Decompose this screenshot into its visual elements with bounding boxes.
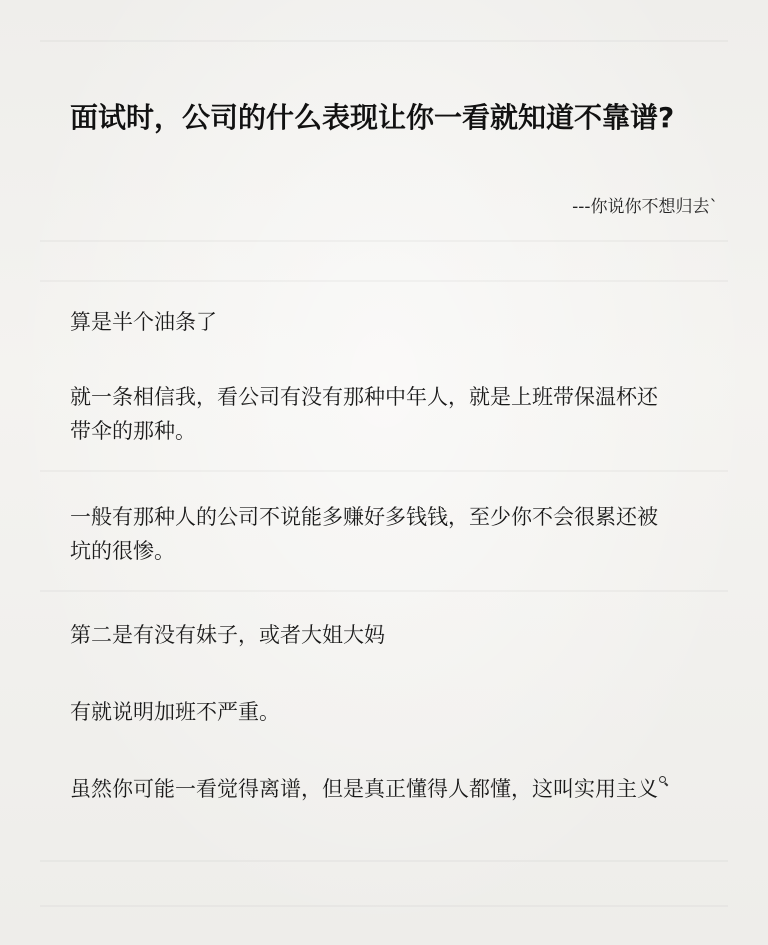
post-author: ---你说你不想归去`	[572, 197, 718, 217]
show-through-line	[40, 40, 728, 42]
paragraph: 第二是有没有妹子，或者大姐大妈	[70, 623, 385, 647]
post-title: 面试时，公司的什么表现让你一看就知道不靠谱?	[70, 101, 675, 134]
show-through-line	[40, 240, 728, 242]
search-icon[interactable]	[659, 776, 668, 785]
show-through-line	[40, 280, 728, 282]
paragraph-last	[70, 772, 670, 806]
show-through-line	[40, 860, 728, 862]
show-through-line	[40, 590, 728, 592]
paragraph-text: 虽然你可能一看觉得离谱，但是真正懂得人都懂，这叫实用主义	[70, 777, 658, 801]
paragraph: 一般有那种人的公司不说能多赚好多钱钱，至少你不会很累还被坑的很惨。	[70, 505, 658, 563]
paragraph: 有就说明加班不严重。	[70, 700, 280, 724]
show-through-line	[40, 470, 728, 472]
paragraph: 就一条相信我，看公司有没有那种中年人，就是上班带保温杯还带伞的那种。	[70, 385, 658, 443]
show-through-line	[40, 905, 728, 907]
paragraph: 算是半个油条了	[70, 310, 217, 334]
